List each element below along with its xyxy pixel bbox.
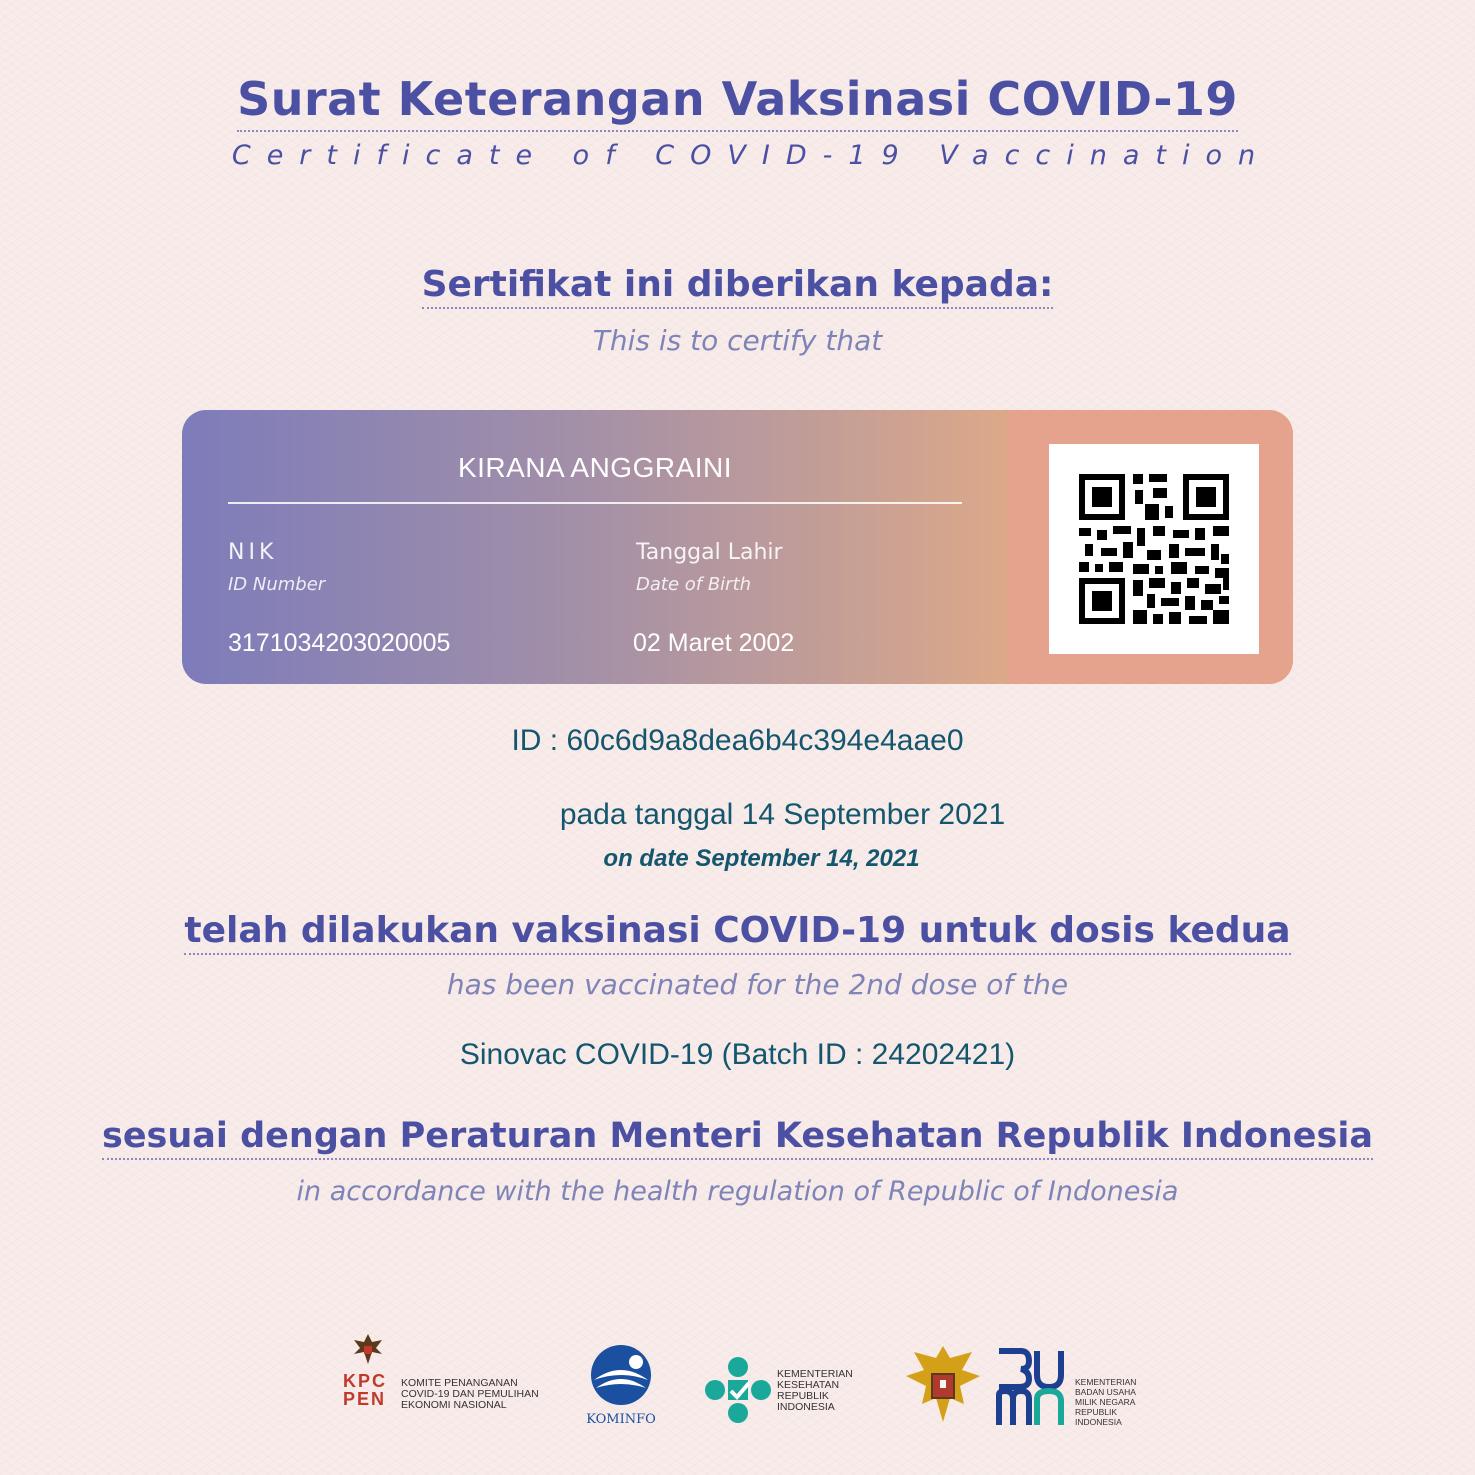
regulation-section — [0, 1116, 1475, 1160]
kemenkes-text-3: REPUBLIK — [777, 1390, 829, 1402]
bumn-text-1: KEMENTERIAN — [1075, 1377, 1137, 1387]
bumn-text-3: MILIK NEGARA — [1075, 1397, 1136, 1407]
kpcpen-text-3: EKONOMI NASIONAL — [401, 1399, 507, 1411]
kemenkes-text-1: KEMENTERIAN — [777, 1368, 853, 1380]
kpcpen-logo — [343, 1330, 543, 1430]
kominfo-emblem-icon — [586, 1340, 656, 1410]
vaccination-date: pada tanggal 14 September 2021 — [559, 798, 1006, 831]
garuda-icon — [348, 1330, 388, 1370]
regulation-subheading: in accordance with the health regulation of Republic of Indonesia — [296, 1176, 1179, 1207]
bumn-emblem-icon — [995, 1345, 1065, 1429]
dob-label: Tanggal Lahir — [636, 540, 783, 565]
kominfo-logo — [578, 1340, 668, 1430]
vaccination-subheading: has been vaccinated for the 2nd dose of the — [446, 968, 1069, 1001]
kemenkes-text-4: INDONESIA — [777, 1401, 835, 1413]
kemenkes-logo — [703, 1355, 863, 1430]
intro-subheading: This is to certify that — [592, 324, 883, 357]
certificate-header — [0, 72, 1475, 132]
nik-value: 3171034203020005 — [228, 629, 451, 657]
name-divider — [228, 502, 962, 504]
vaccination-section — [0, 910, 1475, 955]
kpcpen-text-2: COVID-19 DAN PEMULIHAN — [401, 1388, 539, 1400]
intro-heading: Sertifikat ini diberikan kepada: — [422, 264, 1054, 309]
nik-sublabel: ID Number — [228, 574, 326, 595]
kpcpen-text-1: KOMITE PENANGANAN — [401, 1377, 518, 1389]
certificate-title: Surat Keterangan Vaksinasi COVID-19 — [237, 72, 1238, 132]
vaccination-date-en: on date September 14, 2021 — [603, 845, 920, 872]
bumn-text-4: REPUBLIK — [1075, 1407, 1118, 1417]
certificate-id: ID : 60c6d9a8dea6b4c394e4aae0 — [511, 724, 964, 757]
vaccine-batch: Sinovac COVID-19 (Batch ID : 24202421) — [459, 1038, 1016, 1071]
dob-sublabel: Date of Birth — [636, 574, 752, 595]
nik-label: NIK — [228, 540, 278, 565]
recipient-card — [182, 410, 1293, 684]
bumn-text-2: BADAN USAHA — [1075, 1387, 1136, 1397]
bumn-text-5: INDONESIA — [1075, 1417, 1122, 1427]
kemenkes-emblem-icon — [703, 1355, 773, 1425]
bumn-logo — [995, 1345, 1140, 1430]
regulation-heading: sesuai dengan Peraturan Menteri Kesehatan Republik Indonesia — [102, 1116, 1373, 1160]
vaccination-heading: telah dilakukan vaksinasi COVID-19 untuk dosis kedua — [184, 910, 1290, 955]
garuda-pancasila-icon — [902, 1342, 984, 1428]
kpcpen-abbr-top: KPC — [343, 1371, 388, 1391]
certificate-subtitle: Certificate of COVID-19 Vaccination — [231, 140, 1272, 171]
kemenkes-text-2: KESEHATAN — [777, 1379, 840, 1391]
qr-code-icon — [1049, 444, 1259, 654]
kpcpen-abbr-bottom: PEN — [343, 1389, 387, 1409]
recipient-name: KIRANA ANGGRAINI — [457, 452, 733, 483]
kominfo-label: KOMINFO — [586, 1412, 656, 1427]
intro-section — [0, 264, 1475, 309]
dob-value: 02 Maret 2002 — [633, 629, 795, 657]
garuda-pancasila-logo — [902, 1342, 984, 1428]
